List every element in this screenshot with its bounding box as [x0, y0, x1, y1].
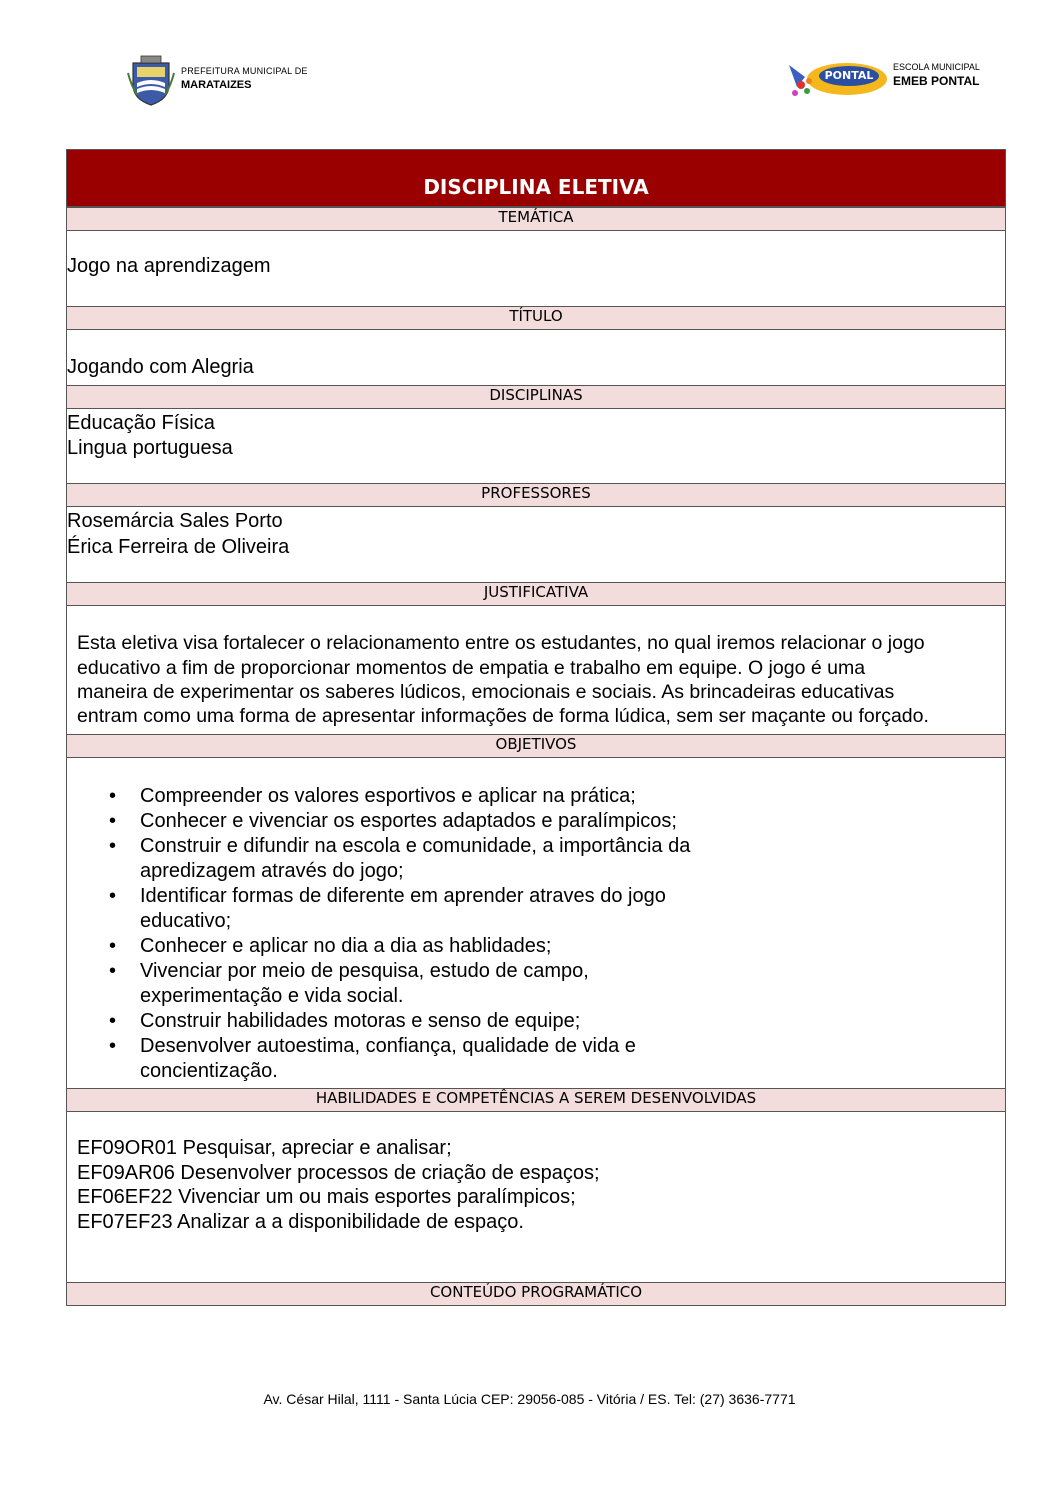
objective-item	[66, 834, 766, 884]
bullet-icon: •	[109, 1010, 117, 1032]
objective-text: Conhecer e aplicar no dia a dia as hablidades;	[140, 935, 552, 957]
objective-text: Construir e difundir na escola e comunidade, a importância da	[140, 835, 691, 857]
objective-text: Compreender os valores esportivos e aplicar na prática;	[140, 785, 636, 807]
school-type-label: ESCOLA MUNICIPAL	[893, 62, 980, 72]
objective-text: Construir habilidades motoras e senso de equipe;	[140, 1010, 581, 1032]
professor-item: Rosemárcia Sales Porto	[67, 510, 283, 532]
bullet-icon: •	[109, 810, 117, 832]
bullet-icon: •	[109, 935, 117, 957]
objective-text: Vivenciar por meio de pesquisa, estudo de campo,	[140, 960, 589, 982]
bullet-icon: •	[109, 885, 117, 907]
objective-item	[66, 1034, 766, 1084]
school-name: EMEB PONTAL	[893, 74, 980, 88]
objective-item	[66, 1009, 766, 1034]
objective-text-cont: concientização.	[140, 1060, 278, 1082]
objective-item	[66, 809, 766, 834]
section-header-justificativa	[66, 582, 1006, 606]
habilidade-line: EF06EF22 Vivenciar um ou mais esportes paralímpicos;	[77, 1186, 576, 1208]
objective-text-cont: apredizagem através do jogo;	[140, 860, 404, 882]
justificativa-line: entram como uma forma de apresentar informações de forma lúdica, sem ser maçante ou forçado.	[77, 705, 929, 727]
habilidade-line: EF07EF23 Analizar a a disponibilidade de espaço.	[77, 1211, 524, 1233]
objective-item	[66, 934, 766, 959]
school-pontal-logo	[787, 57, 889, 101]
document-title-band	[66, 149, 1006, 207]
section-label: HABILIDADES E COMPETÊNCIAS A SEREM DESENVOLVIDAS	[315, 1089, 757, 1107]
objective-text: Desenvolver autoestima, confiança, qualidade de vida e	[140, 1035, 636, 1057]
school-logo-text: PONTAL	[824, 69, 874, 82]
document-title: DISCIPLINA ELETIVA	[423, 175, 649, 199]
bullet-icon: •	[109, 785, 117, 807]
bullet-icon: •	[109, 1035, 117, 1057]
objective-item	[66, 884, 766, 934]
disciplina-item: Lingua portuguesa	[67, 437, 233, 459]
section-header-objetivos	[66, 734, 1006, 758]
objective-text: Conhecer e vivenciar os esportes adaptados e paralímpicos;	[140, 810, 677, 832]
bullet-icon: •	[109, 960, 117, 982]
objective-item	[66, 784, 766, 809]
section-header-titulo	[66, 306, 1006, 330]
objective-text: Identificar formas de diferente em aprender atraves do jogo	[140, 885, 666, 907]
section-header-conteudo	[66, 1282, 1006, 1306]
section-label: TÍTULO	[509, 307, 563, 325]
section-label: CONTEÚDO PROGRAMÁTICO	[429, 1283, 643, 1301]
section-header-tematica	[66, 207, 1006, 231]
bullet-icon: •	[109, 835, 117, 857]
municipal-crest-logo	[127, 55, 175, 107]
habilidade-line: EF09OR01 Pesquisar, apreciar e analisar;	[77, 1137, 452, 1159]
disciplina-item: Educação Física	[67, 412, 215, 434]
objective-text-cont: educativo;	[140, 910, 232, 932]
prefeitura-label: PREFEITURA MUNICIPAL DE	[181, 66, 308, 76]
section-header-professores	[66, 483, 1006, 507]
objectives-list	[66, 784, 766, 1084]
habilidade-line: EF09AR06 Desenvolver processos de criação de espaços;	[77, 1162, 600, 1184]
titulo-value: Jogando com Alegria	[67, 356, 254, 378]
section-label: DISCIPLINAS	[489, 386, 583, 404]
section-label: JUSTIFICATIVA	[483, 583, 589, 601]
objective-item	[66, 959, 766, 1009]
tematica-value: Jogo na aprendizagem	[67, 255, 271, 277]
section-header-habilidades	[66, 1088, 1006, 1112]
section-header-disciplinas	[66, 385, 1006, 409]
justificativa-line: educativo a fim de proporcionar momentos de empatia e trabalho em equipe. O jogo é uma	[77, 657, 866, 679]
justificativa-line: Esta eletiva visa fortalecer o relacionamento entre os estudantes, no qual iremos relacionar o jogo	[77, 632, 925, 654]
footer-address: Av. César Hilal, 1111 - Santa Lúcia CEP: 29056-085 - Vitória / ES. Tel: (27) 3636-7771	[263, 1391, 796, 1407]
municipality-name: MARATAIZES	[181, 79, 252, 91]
justificativa-line: maneira de experimentar os saberes lúdicos, emocionais e sociais. As brincadeiras educativas	[77, 681, 895, 703]
professor-item: Érica Ferreira de Oliveira	[67, 536, 290, 558]
objective-text-cont: experimentação e vida social.	[140, 985, 404, 1007]
section-label: TEMÁTICA	[498, 208, 574, 226]
section-label: PROFESSORES	[481, 484, 591, 502]
section-label: OBJETIVOS	[495, 735, 577, 753]
